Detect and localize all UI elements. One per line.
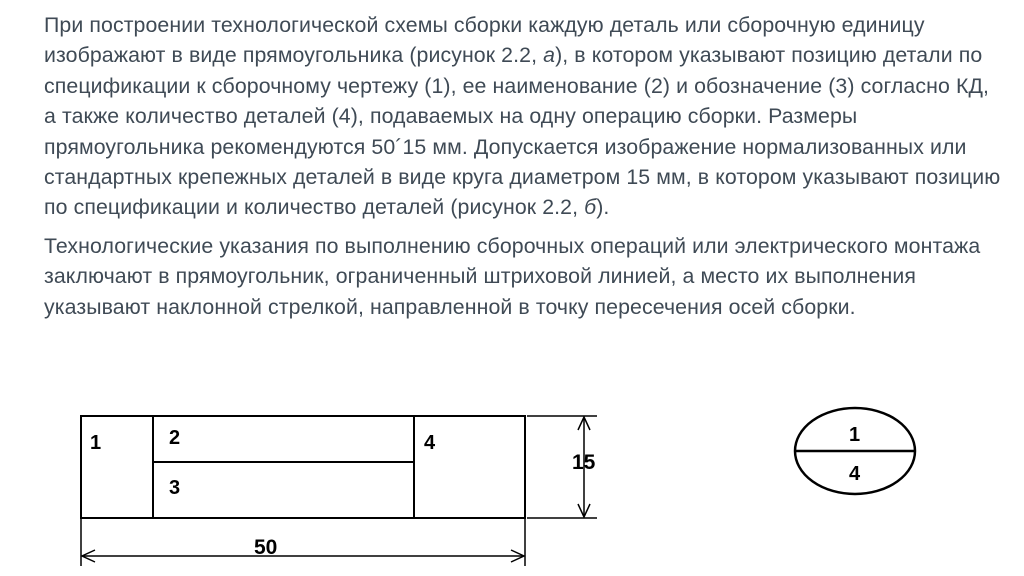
figure-a-label-position: 1 [90,432,102,454]
figure-a-label-quantity: 4 [424,432,436,454]
figure-a-label-name: 2 [169,427,181,449]
figure-a-rectangle-block [81,416,525,518]
figure-a-width-dimension [81,518,525,566]
figure-b-label-quantity: 4 [849,463,861,485]
paragraph-1-part-1: При построении технологической схемы сборки каждую деталь или сборочную единицу изображают в виде прямоугольника (рисунок 2.2, [44,13,925,68]
paragraph-1-part-3: ). [596,195,610,220]
figure-a-outer-rectangle [81,416,525,518]
paragraph-1-italic-a: а [543,43,556,68]
paragraph-1-part-2: ), в котором указывают позицию детали по спецификации к сборочному чертежу (1), ее наименование (2) и обозначение (3) согласно КД, а также количество деталей (4), подаваемых на одну операцию сборки. Размеры прямоугольника рекомендуются 50´15 мм. Допускается изображение нормализованных или стандартных крепежных деталей в виде круга диаметром 15 мм, в котором указывают позицию по спецификации и количество деталей (рисунок 2.2, [44,43,1001,220]
figure-a-label-designation: 3 [169,477,181,499]
figure-a-height-label: 15 [572,451,596,474]
figure-b-label-position: 1 [849,424,861,446]
paragraph-1-italic-b: б [584,195,597,220]
paragraph-2: Технологические указания по выполнению сборочных операций или электрического монтажа заключают в прямоугольник, ограниченный штриховой линией, а место их выполнения указывают наклонной стрелкой, направленной в точку пересечения осей сборки. [44,233,981,319]
figure-a-width-label: 50 [254,536,278,559]
